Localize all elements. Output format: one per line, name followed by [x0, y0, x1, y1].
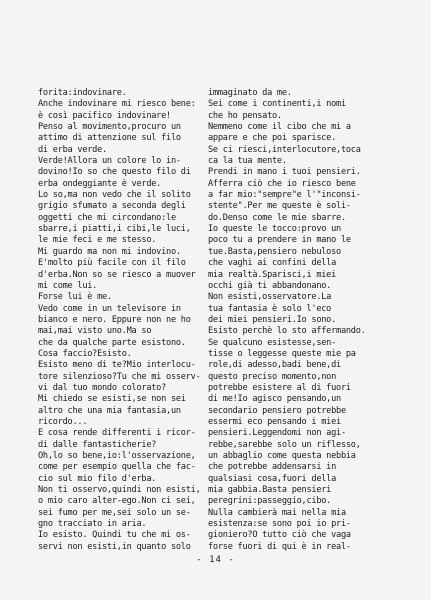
text-line: sei fumo per me,sei solo un se-	[38, 507, 191, 518]
right-text-column	[208, 88, 408, 553]
text-line: ca la tua mente.	[208, 156, 287, 167]
text-line: mi come lui.	[38, 280, 98, 291]
text-line: attimo di attenzione sul filo	[38, 133, 181, 144]
text-line: mia gabbia.Basta pensieri	[208, 485, 332, 496]
text-line: occhi già ti abbandonano.	[208, 280, 332, 291]
text-line: a far mio:"sempre"e l'"inconsi-	[208, 190, 361, 201]
text-line: rebbe,sarebbe solo un riflesso,	[208, 439, 361, 450]
text-line: tore silenzioso?Tu che mi osserv-	[38, 371, 201, 382]
text-line: è così pacifico indovinare!	[38, 110, 171, 121]
text-line: tua fantasia è solo l'eco	[208, 303, 332, 314]
text-line: dei miei pensieri.Io sono.	[208, 314, 337, 325]
text-line: forita:indovinare.	[38, 88, 127, 98]
text-line: role,di adesso,badi bene,di	[208, 360, 341, 371]
text-line: forse fuori di qui è in real-	[208, 541, 351, 552]
text-line: bianco e nero. Eppure non ne ho	[38, 314, 191, 325]
text-line: Io esisto. Quindi tu che mi os-	[38, 530, 191, 541]
text-line: Nemmeno come il cibo che mi a	[208, 122, 351, 133]
text-line: vi dal tuo mondo colorato?	[38, 382, 167, 393]
text-line: Se qualcuno esistesse,sen-	[208, 337, 337, 348]
text-line: che ho pensato.	[208, 110, 282, 121]
text-line: E cosa rende differenti i ricor-	[38, 428, 196, 439]
text-line: o mio caro alter-ego.Non ci sei,	[38, 496, 196, 507]
text-line: Afferra ciò che io riesco bene	[208, 178, 356, 189]
text-line: immaginato da me.	[208, 88, 292, 98]
text-line: Prendi in mano i tuoi pensieri.	[208, 167, 361, 178]
text-line: Anche indovinare mi riesco bene:	[38, 99, 196, 110]
text-line: questo preciso momento,non	[208, 371, 337, 382]
text-line: servi non esisti,in quanto solo	[38, 541, 191, 552]
text-line: Penso al movimento,procuro un	[38, 122, 181, 133]
text-line: che da qualche parte esistono.	[38, 337, 186, 348]
text-line: Esisto meno di te?Mio interlocu-	[38, 360, 196, 371]
text-line: do.Denso come le mie sbarre.	[208, 212, 346, 223]
text-line: grigio sfumato a seconda degli	[38, 201, 186, 212]
text-line: oggetti che mi circondano:le	[38, 212, 176, 223]
text-line: di me!Io agisco pensando,un	[208, 394, 341, 405]
text-line: mai,mai visto uno.Ma so	[38, 326, 152, 337]
text-line: tue.Basta,pensiero nebuloso	[208, 246, 341, 257]
text-line: Mi chiedo se esisti,se non sei	[38, 394, 186, 405]
left-text-column	[38, 88, 210, 553]
text-line: tisse o leggesse queste mie pa	[208, 348, 356, 359]
text-line: Forse lui è me.	[38, 292, 112, 303]
text-line: Non ti osservo,quindi non esisti,	[38, 485, 201, 496]
text-line: di erba verde.	[38, 144, 107, 155]
text-line: Sei come i continenti,i nomi	[208, 99, 346, 110]
text-line: sbarre,i piatti,i cibi,le luci,	[38, 224, 191, 235]
text-line: esistenza:se sono poi io pri-	[208, 519, 351, 530]
text-line: che potrebbe addensarsi in	[208, 462, 337, 473]
text-line: Mi guardo ma non mi indovino.	[38, 246, 181, 257]
text-line: gno tracciato in aria.	[38, 519, 147, 530]
text-line: appare e che poi sparisce.	[208, 133, 337, 144]
text-line: Io queste le tocco:provo un	[208, 224, 341, 235]
text-line: Oh,lo so bene,io:l'osservazione,	[38, 451, 196, 461]
text-line: le mie feci e me stesso.	[38, 235, 157, 246]
text-line: ricordo...	[38, 416, 88, 427]
text-line: poco tu a prendere in mano le	[208, 235, 351, 246]
text-line: essermi eco pensando i miei	[208, 416, 341, 427]
text-line: E'molto più facile con il filo	[38, 258, 186, 269]
text-line: Nulla cambierà mai nella mia	[208, 507, 346, 518]
text-line: un abbaglio come questa nebbia	[208, 451, 356, 461]
text-line: pensieri.Leggendomi non agi-	[208, 428, 346, 439]
text-line: mia realtà.Sparisci,i miei	[208, 269, 337, 280]
text-line: Cosa faccio?Esisto.	[38, 348, 132, 359]
text-line: dovino!Io so che questo filo di	[38, 167, 191, 178]
text-line: peregrini:passeggio,cibo.	[208, 496, 332, 507]
text-line: Esisto perchè lo sto affermando.	[208, 326, 366, 337]
text-line: d'erba.Non so se riesco a muover	[38, 269, 196, 280]
text-line: di dalle fantasticherie?	[38, 439, 157, 450]
text-line: Verde!Allora un colore lo in-	[38, 156, 181, 167]
text-line: Lo so,ma non vedo che il solito	[38, 190, 191, 201]
text-line: Se ci riesci,interlocutore,toca	[208, 144, 361, 155]
text-line: che vaghi ai confini della	[208, 258, 337, 269]
text-line: come per esempio quella che fac-	[38, 462, 196, 473]
text-line: erba ondeggiante è verde.	[38, 178, 162, 189]
text-line: Non esisti,osservatore.La	[208, 292, 332, 303]
text-line: qualsiasi cosa,fuori della	[208, 473, 337, 484]
text-line: cio sul mio filo d'erba.	[38, 473, 157, 484]
text-line: stente".Per me queste è soli-	[208, 201, 351, 212]
page-number: - 14 -	[196, 555, 235, 565]
text-line: altro che una mia fantasia,un	[38, 405, 181, 416]
text-line: gioniero?O tutto ciò che vaga	[208, 530, 351, 541]
text-line: potrebbe esistere al di fuori	[208, 382, 351, 393]
text-line: secondario pensiero potrebbe	[208, 405, 346, 416]
text-line: Vedo come in un televisore in	[38, 303, 181, 314]
